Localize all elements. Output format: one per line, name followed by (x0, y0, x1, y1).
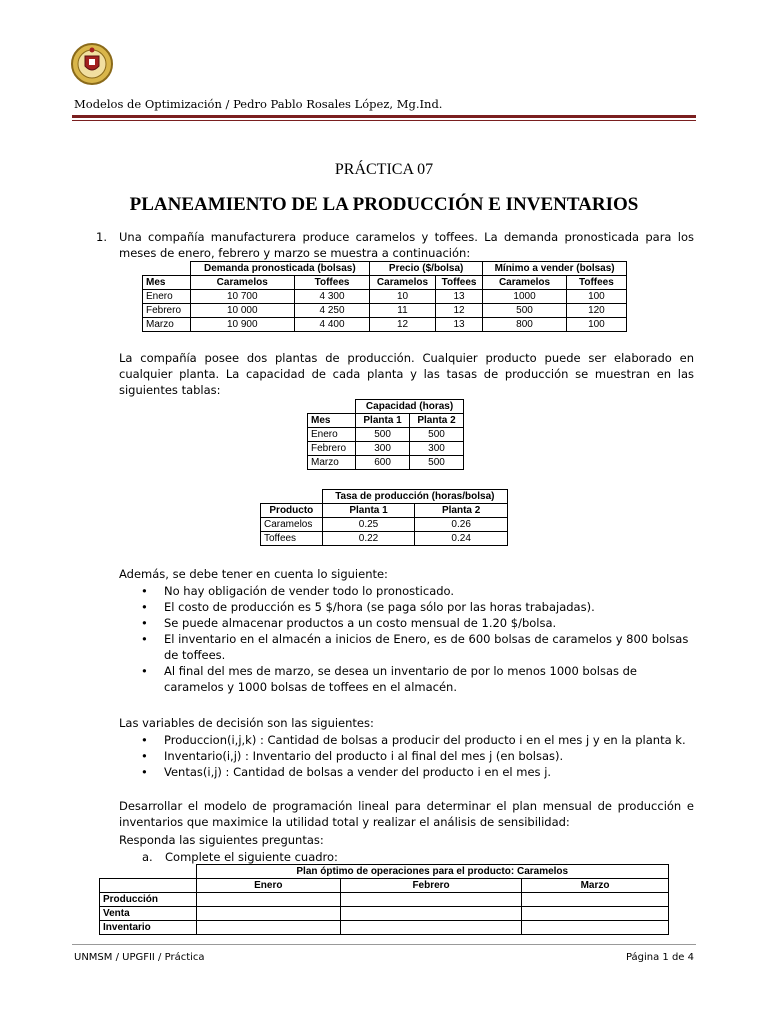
group-header: Mínimo a vender (bolsas) (483, 262, 627, 276)
table-corner (100, 865, 197, 879)
table-corner (100, 879, 197, 893)
blank-cell (341, 921, 522, 935)
bullet-icon: • (141, 616, 148, 630)
column-header: Marzo (522, 879, 669, 893)
plants-paragraph: La compañía posee dos plantas de producción. Cualquier producto puede ser elaborado en cualquier planta. La capacidad de cada planta y las tasas de producción se muestran en las siguientes tablas: (119, 351, 694, 397)
group-header: Demanda pronosticada (bolsas) (190, 262, 370, 276)
column-header: Planta 2 (415, 504, 508, 518)
develop-paragraph: Desarrollar el modelo de programación lineal para determinar el plan mensual de producción e inventarios que maximice la utilidad total y realizar el análisis de sensibilidad: (119, 799, 694, 829)
question-a-text: Complete el siguiente cuadro: (165, 850, 338, 864)
considerations-list (119, 583, 694, 695)
list-item: • El costo de producción es 5 $/hora (se paga sólo por las horas trabajadas). (141, 600, 595, 614)
column-header: Febrero (341, 879, 522, 893)
list-item: • Al final del mes de marzo, se desea un inventario de por lo menos 1000 bolsas de caramelos y 1000 bolsas de toffees en el almacén. (141, 664, 638, 694)
table-row: Enero 500 500 (308, 428, 464, 442)
table-row: Febrero 300 300 (308, 442, 464, 456)
table-row: Producción (100, 893, 669, 907)
table-row: Marzo 10 900 4 400 12 13 800 100 (143, 318, 627, 332)
bullet-icon: • (141, 584, 148, 598)
page-number: Página 1 de 4 (625, 952, 694, 963)
table-corner (308, 400, 356, 414)
university-seal-logo (70, 42, 114, 86)
problem-number: 1. (96, 230, 107, 244)
practice-number: PRÁCTICA 07 (334, 161, 434, 178)
bullet-icon: • (141, 600, 148, 614)
group-header: Precio ($/bolsa) (370, 262, 483, 276)
column-header: Toffees (435, 276, 482, 290)
list-item: • El inventario en el almacén a inicios de Enero, es de 600 bolsas de caramelos y 800 bolsas de toffees. (141, 632, 689, 662)
blank-cell (522, 907, 669, 921)
table-row: Inventario (100, 921, 669, 935)
list-item: • Ventas(i,j) : Cantidad de bolsas a vender del producto i en el mes j. (141, 765, 552, 779)
column-header: Toffees (294, 276, 369, 290)
column-header: Planta 1 (356, 414, 410, 428)
bullet-icon: • (141, 664, 148, 678)
document-title: PLANEAMIENTO DE LA PRODUCCIÓN E INVENTARIOS (129, 194, 639, 215)
list-item: • Se puede almacenar productos a un costo mensual de 1.20 $/bolsa. (141, 616, 557, 630)
ademas-intro: Además, se debe tener en cuenta lo siguiente: (119, 567, 388, 581)
blank-cell (341, 893, 522, 907)
optimal-plan-table (99, 864, 669, 935)
table-row: Febrero 10 000 4 250 11 12 500 120 (143, 304, 627, 318)
bullet-icon: • (141, 749, 148, 763)
bullet-icon: • (141, 632, 148, 646)
group-header: Capacidad (horas) (356, 400, 464, 414)
bullet-icon: • (141, 733, 148, 747)
blank-cell (341, 907, 522, 921)
blank-cell (522, 921, 669, 935)
list-item: • No hay obligación de vender todo lo pronosticado. (141, 584, 455, 598)
column-header: Mes (143, 276, 191, 290)
blank-cell (196, 893, 341, 907)
group-header: Plan óptimo de operaciones para el producto: Caramelos (196, 865, 669, 879)
table-row: Venta (100, 907, 669, 921)
intro-paragraph: Una compañía manufacturera produce caramelos y toffees. La demanda pronosticada para los meses de enero, febrero y marzo se muestra a continuación: (119, 230, 694, 260)
column-header: Caramelos (370, 276, 436, 290)
questions-intro: Responda las siguientes preguntas: (119, 833, 324, 847)
column-header: Enero (196, 879, 341, 893)
group-header: Tasa de producción (horas/bolsa) (322, 490, 507, 504)
column-header: Producto (261, 504, 323, 518)
header-rule-thin (72, 120, 696, 121)
blank-cell (196, 907, 341, 921)
table-row: Enero 10 700 4 300 10 13 1000 100 (143, 290, 627, 304)
column-header: Planta 2 (410, 414, 464, 428)
list-item: • Inventario(i,j) : Inventario del producto i al final del mes j (en bolsas). (141, 749, 564, 763)
variables-intro: Las variables de decisión son las siguientes: (119, 716, 374, 730)
footer-rule (72, 944, 696, 945)
table-row: Caramelos 0.25 0.26 (261, 518, 508, 532)
column-header: Caramelos (190, 276, 294, 290)
header-rule-thick (72, 115, 696, 118)
footer-left: UNMSM / UPGFII / Práctica (74, 952, 205, 963)
table-corner (261, 490, 323, 504)
variables-list (119, 732, 694, 780)
list-item: • Produccion(i,j,k) : Cantidad de bolsas a producir del producto i en el mes j y en la planta k. (141, 733, 686, 747)
question-a-letter: a. (142, 850, 153, 864)
table-row: Toffees 0.22 0.24 (261, 532, 508, 546)
table-row: Marzo 600 500 (308, 456, 464, 470)
column-header: Toffees (566, 276, 626, 290)
column-header: Planta 1 (322, 504, 415, 518)
course-header: Modelos de Optimización / Pedro Pablo Rosales López, Mg.Ind. (74, 97, 443, 111)
table-corner (143, 262, 191, 276)
capacity-table (307, 399, 464, 470)
blank-cell (522, 893, 669, 907)
column-header: Caramelos (483, 276, 567, 290)
production-rate-table (260, 489, 508, 546)
bullet-icon: • (141, 765, 148, 779)
blank-cell (196, 921, 341, 935)
column-header: Mes (308, 414, 356, 428)
demand-price-table (142, 261, 627, 332)
